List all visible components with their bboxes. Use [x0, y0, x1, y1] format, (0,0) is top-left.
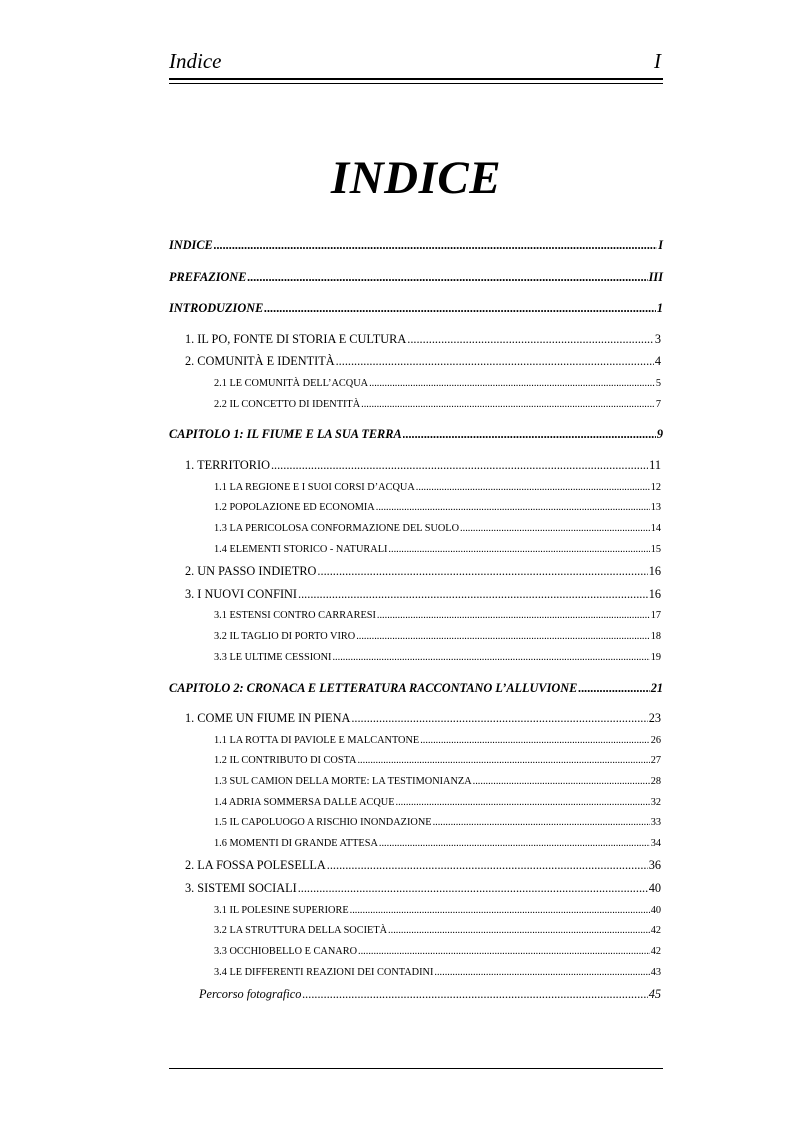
toc-entry-section[interactable] [185, 354, 661, 369]
toc-leader [407, 332, 654, 347]
toc-entry-page: 14 [650, 523, 661, 534]
toc-entry-label: 1. COME UN FIUME IN PIENA [185, 711, 351, 725]
toc-entry-page: 16 [648, 587, 661, 601]
toc-entry-label: Percorso fotografico [199, 987, 302, 1001]
toc-entry-section[interactable] [185, 858, 661, 873]
toc-leader [336, 354, 654, 369]
toc-entry-label: 1. IL PO, FONTE DI STORIA E CULTURA [185, 332, 407, 346]
toc-leader [271, 458, 648, 473]
toc-entry-page: 23 [648, 711, 661, 725]
toc-entry-subsection[interactable] [214, 652, 661, 664]
toc-entry-page: 36 [648, 858, 661, 872]
toc-leader [327, 858, 648, 873]
toc-leader [351, 711, 647, 726]
toc-entry-label: 2. COMUNITÀ E IDENTITÀ [185, 354, 335, 368]
toc-entry-subsection[interactable] [214, 925, 661, 937]
toc-entry-capitolo-1[interactable] [169, 427, 663, 442]
toc-entry-section[interactable] [185, 587, 661, 602]
toc-leader [361, 399, 655, 411]
toc-entry-capitolo-2[interactable] [169, 681, 663, 696]
toc-entry-page: 1 [656, 301, 663, 315]
toc-entry-subsection[interactable] [214, 838, 661, 850]
toc-entry-page: 18 [650, 631, 661, 642]
toc-leader [332, 652, 649, 664]
toc-entry-label: CAPITOLO 2: CRONACA E LETTERATURA RACCONTANO L’ALLUVIONE [169, 681, 578, 695]
toc-entry-page: 42 [650, 925, 661, 936]
toc-entry-photo-section[interactable] [199, 987, 661, 1002]
toc-entry-label: 3. I NUOVI CONFINI [185, 587, 298, 601]
toc-entry-label: 1. TERRITORIO [185, 458, 270, 472]
toc-entry-page: 13 [650, 502, 661, 513]
toc-entry-page: 5 [655, 378, 661, 389]
toc-leader [377, 610, 650, 622]
toc-entry-label: 3.1 IL POLESINE SUPERIORE [214, 905, 349, 916]
toc-entry-section[interactable] [185, 458, 661, 473]
toc-entry-page: III [648, 270, 663, 284]
toc-leader [388, 544, 649, 556]
toc-leader [433, 817, 650, 829]
toc-entry-subsection[interactable] [214, 482, 661, 494]
toc-entry-page: 32 [650, 797, 661, 808]
toc-leader [578, 681, 649, 696]
toc-entry-subsection[interactable] [214, 544, 661, 556]
toc-entry-page: 33 [650, 817, 661, 828]
toc-entry-label: 2.1 LE COMUNITÀ DELL’ACQUA [214, 378, 369, 389]
toc-entry-indice[interactable] [169, 238, 663, 253]
toc-entry-section[interactable] [185, 564, 661, 579]
toc-leader [473, 776, 650, 788]
toc-entry-label: 3.2 LA STRUTTURA DELLA SOCIETÀ [214, 925, 388, 936]
toc-leader [420, 735, 649, 747]
toc-leader [369, 378, 655, 390]
toc-entry-label: 1.2 POPOLAZIONE ED ECONOMIA [214, 502, 375, 513]
toc-entry-subsection[interactable] [214, 755, 661, 767]
toc-entry-label: 2.2 IL CONCETTO DI IDENTITÀ [214, 399, 361, 410]
toc-leader [264, 301, 656, 316]
toc-entry-page: 19 [650, 652, 661, 663]
toc-entry-page: 43 [650, 967, 661, 978]
toc-entry-page: 40 [648, 881, 661, 895]
toc-entry-page: I [658, 238, 663, 252]
toc-entry-label: 1.2 IL CONTRIBUTO DI COSTA [214, 755, 357, 766]
page-title: INDICE [330, 152, 502, 204]
toc-leader [434, 967, 649, 979]
toc-entry-section[interactable] [185, 881, 661, 896]
toc-entry-subsection[interactable] [214, 817, 661, 829]
toc-entry-subsection[interactable] [214, 946, 661, 958]
footer-rule [169, 1068, 663, 1069]
toc-entry-subsection[interactable] [214, 610, 661, 622]
toc-entry-label: 1.4 ADRIA SOMMERSA DALLE ACQUE [214, 797, 395, 808]
toc-entry-section[interactable] [185, 711, 661, 726]
toc-entry-page: 27 [650, 755, 661, 766]
toc-entry-label: PREFAZIONE [169, 270, 247, 284]
toc-entry-label: 3.2 IL TAGLIO DI PORTO VIRO [214, 631, 356, 642]
toc-entry-page: 9 [656, 427, 663, 441]
toc-entry-page: 42 [650, 946, 661, 957]
toc-entry-label: 1.4 ELEMENTI STORICO - NATURALI [214, 544, 388, 555]
toc-leader [416, 482, 650, 494]
toc-entry-subsection[interactable] [214, 735, 661, 747]
toc-entry-label: 1.1 LA ROTTA DI PAVIOLE E MALCANTONE [214, 735, 420, 746]
toc-entry-label: 1.5 IL CAPOLUOGO A RISCHIO INONDAZIONE [214, 817, 432, 828]
toc-leader [302, 987, 647, 1002]
toc-entry-label: 1.3 LA PERICOLOSA CONFORMAZIONE DEL SUOLO [214, 523, 460, 534]
toc-entry-label: INDICE [169, 238, 213, 252]
toc-entry-subsection[interactable] [214, 967, 661, 979]
toc-leader [350, 905, 650, 917]
toc-leader [376, 502, 650, 514]
toc-entry-label: 3.4 LE DIFFERENTI REAZIONI DEI CONTADINI [214, 967, 434, 978]
toc-entry-page: 3 [654, 332, 661, 346]
toc-entry-subsection[interactable] [214, 797, 661, 809]
toc-leader [214, 238, 657, 253]
toc-entry-page: 45 [648, 987, 661, 1001]
header-page-number: I [654, 49, 661, 73]
toc-entry-page: 12 [650, 482, 661, 493]
toc-entry-subsection[interactable] [214, 905, 661, 917]
toc-leader [403, 427, 656, 442]
toc-entry-label: 2. LA FOSSA POLESELLA [185, 858, 326, 872]
toc-entry-subsection[interactable] [214, 399, 661, 411]
toc-entry-page: 28 [650, 776, 661, 787]
toc-entry-label: 3. SISTEMI SOCIALI [185, 881, 297, 895]
toc-leader [379, 838, 650, 850]
toc-entry-label: 3.1 ESTENSI CONTRO CARRARESI [214, 610, 376, 621]
toc-entry-subsection[interactable] [214, 631, 661, 643]
toc-entry-subsection[interactable] [214, 523, 661, 535]
toc-entry-label: 3.3 OCCHIOBELLO E CANARO [214, 946, 358, 957]
toc-entry-page: 11 [649, 458, 661, 472]
toc-entry-page: 17 [650, 610, 661, 621]
toc-entry-introduzione[interactable] [169, 301, 663, 316]
toc-leader [298, 881, 648, 896]
toc-entry-page: 15 [650, 544, 661, 555]
header-section-title: Indice [169, 49, 222, 73]
toc-entry-subsection[interactable] [214, 776, 661, 788]
toc-entry-prefazione[interactable] [169, 270, 663, 285]
toc-entry-page: 26 [650, 735, 661, 746]
toc-entry-label: CAPITOLO 1: IL FIUME E LA SUA TERRA [169, 427, 402, 441]
toc-entry-page: 4 [654, 354, 661, 368]
toc-entry-label: INTRODUZIONE [169, 301, 264, 315]
toc-entry-page: 7 [655, 399, 661, 410]
toc-entry-subsection[interactable] [214, 502, 661, 514]
toc-entry-subsection[interactable] [214, 378, 661, 390]
toc-entry-label: 2. UN PASSO INDIETRO [185, 564, 317, 578]
toc-entry-page: 21 [650, 681, 663, 695]
toc-leader [356, 631, 650, 643]
toc-leader [247, 270, 647, 285]
toc-entry-label: 1.1 LA REGIONE E I SUOI CORSI D’ACQUA [214, 482, 415, 493]
toc-leader [317, 564, 647, 579]
toc-leader [358, 946, 650, 958]
toc-leader [298, 587, 648, 602]
toc-leader [460, 523, 650, 535]
toc-entry-label: 3.3 LE ULTIME CESSIONI [214, 652, 332, 663]
toc-leader [388, 925, 650, 937]
toc-entry-page: 16 [648, 564, 661, 578]
toc-entry-label: 1.3 SUL CAMION DELLA MORTE: LA TESTIMONIANZA [214, 776, 472, 787]
toc-leader [357, 755, 649, 767]
toc-entry-label: 1.6 MOMENTI DI GRANDE ATTESA [214, 838, 378, 849]
table-of-contents [169, 0, 663, 1123]
toc-entry-page: 40 [650, 905, 661, 916]
toc-leader [396, 797, 650, 809]
toc-entry-page: 34 [650, 838, 661, 849]
toc-entry-section[interactable] [185, 332, 661, 347]
